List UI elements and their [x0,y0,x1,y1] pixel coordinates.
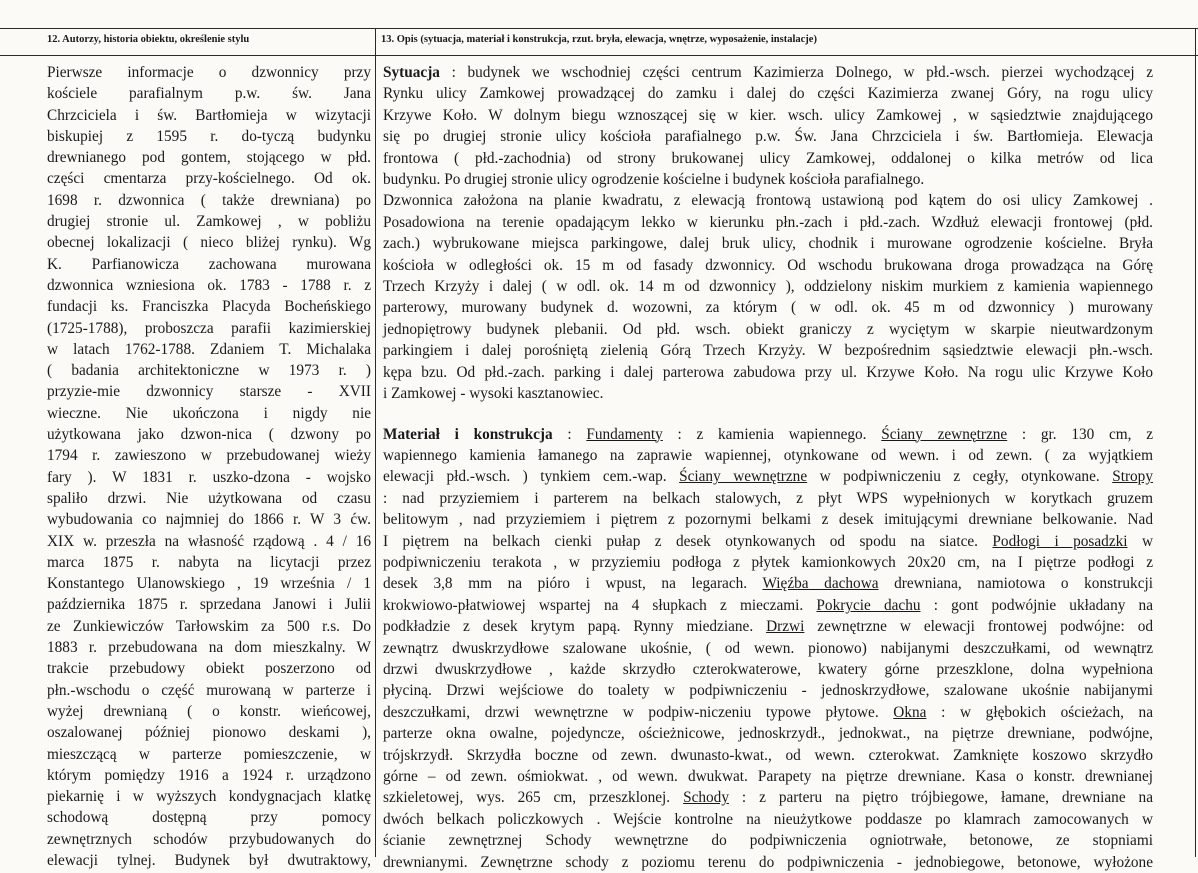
history-line: zewnętrznych schodów przybudowanych do [47,829,371,850]
history-line: wybudowania co najmniej do 1866 r. W 3 ćw. [47,509,371,530]
situation-line: Sytuacja : budynek we wschodniej części centrum Kazimierza Dolnego, w płd.-wsch. pierzei wychodzącej z [383,62,1153,83]
history-line: fary ). W 1831 r. uszko-dzona - wojsko [47,467,371,488]
situation-line: Dzwonnica założona na planie kwadratu, z elewacją frontową ustawioną pod kątem do osi ulicy Zamkowej . [383,190,1153,211]
history-line: Konstantego Ulanowskiego , 19 września / 1 [47,573,371,594]
history-line: (1725-1788), proboszcza parafii kazimierskiej [47,318,371,339]
history-line: 1794 r. zawieszono w przebudowanej wieży [47,445,371,466]
right-border [1195,28,1196,857]
situation-line: się po drugiej stronie ulicy kościoła parafialnego p.w. Św. Jana Chrzciciela i św. Bartłomieja. Elewacja [383,126,1153,147]
header-rule [0,55,1198,56]
situation-line: i Zamkowej - wysoki kasztanowiec. [383,383,1153,404]
history-line: marca 1875 r. nabyta na licytacji przez [47,552,371,573]
situation-line: parterowy, murowany budynek d. wozowni, za którym ( w odl. ok. 45 m od dzwonnicy ) murowany [383,297,1153,318]
history-line: 1883 r. przebudowana na dom mieszkalny. W [47,637,371,658]
history-line: fundacji ks. Franciszka Placyda Bocheńskiego [47,296,371,317]
history-line: października 1875 r. sprzedana Janowi i Julii [47,594,371,615]
section-12-header: 12. Autorzy, historia obiektu, określenie stylu [47,34,249,45]
history-line: drugiej stronie ul. Zamkowej , w pobliżu [47,211,371,232]
history-text [47,62,371,871]
situation-line: budynku. Po drugiej stronie ulicy ogrodzenie kościelne i budynek kościoła parafialnego. [383,169,1153,190]
history-line: 1698 r. dzwonnica ( także drewniana) po [47,190,371,211]
situation-section [383,62,1153,405]
history-line: ( badania architektoniczne w 1973 r. ) [47,360,371,381]
situation-line: zach.) wybrukowane miejsca parkingowe, dalej bruk ulicy, chodnik i murowane ogrodzenie kościelne. Bryła [383,233,1153,254]
history-line: płn.-wschodu o część murowaną w parterze i [47,680,371,701]
history-line: Pierwsze informacje o dzwonnicy przy [47,62,371,83]
material-heading: Materiał i konstrukcja [383,426,553,443]
situation-line: frontowa ( płd.-zachodnia) od strony brukowanej ulicy Zamkowej, oddalonej o kilka metrów od lica [383,148,1153,169]
history-line: biskupiej z 1595 r. do-tyczą budynku [47,126,371,147]
history-line: XIX w. przeszła na własność rządową . 4 / 16 [47,531,371,552]
history-line: elewacji tylnej. Budynek był dwutraktowy, [47,850,371,871]
history-line: dzwonnica wzniesiona ok. 1783 - 1788 r. z [47,275,371,296]
history-line: oszalowanej później pionowo deskami ), [47,722,371,743]
column-divider [375,28,376,857]
history-line: mieszczącą w parterze pomieszczenie, w [47,744,371,765]
description-text [383,62,1153,873]
material-section: Materiał i konstrukcja : Fundamenty : z kamienia wapiennego. Ściany zewnętrzne : gr. 130 cm, z wapiennego kamienia łamanego na zaprawie wapiennej, otynkowane od wewn. i od zewn. ( za wyjątkiem elewacji płd.-wsch. ) tynkiem cem.-wap. Ściany wewnętrzne w podpiwniczeniu z cegły, otynkowane. Stropy : nad przyziemiem i parterem na belkach stalowych, z płyt WPS wypełnionych w korytkach gruzem belitowym , nad przyziemiem i piętrem z pozornymi belkami z desek imitującymi drewniane belkowanie. Nad I piętrem na belkach cienki pułap z desek otynkowanych od spodu na siatce. Podłogi i posadzki w podpiwniczeniu terakota , w przyziemiu podłoga z płytek kamionkowych 20x20 cm, na I piętrze podłogi z desek 3,8 mm na pióro i wpust, na legarach. Więźba dachowa drewniana, namiotowa o konstrukcji krokwiowo-płatwiowej wspartej na 4 słupkach z mieczami. Pokrycie dachu : gont podwójnie układany na podkładzie z desek krytym papą. Rynny miedziane. Drzwi zewnętrzne w elewacji frontowej podwójne: od zewnątrz dwuskrzydłowe szalowane ukośnie, ( od wewn. pionowo) nabijanymi deszczułkami, od wewnątrz drzwi dwuskrzydłowe , każde skrzydło czterokwaterowe, kwatery górne przeszklone, dolna wypełniona płyciną. Drzwi wejściowe do toalety w podpiwniczeniu - jednoskrzydłowe, szalowane ukośnie nabijanymi deszczułkami, drzwi wewnętrzne w podpiw-niczeniu typowe płytowe. Okna : w głębokich ościeżach, na parterze okna owalne, pojedyncze, ościeżnicowe, jednoskrzydł., jednokwat., na piętrze drewniane, podwójne, trójskrzydł. Skrzydła boczne od zewn. dwunasto-kwat., od wewn. czterokwat. Zamknięte koszowo skrzydło górne – od zewn. ośmiokwat. , od wewn. dwukwat. Parapety na piętrze drewniane. Kasa o konstr. drewnianej szkieletowej, wys. 265 cm, przeszklonej. Schody : z parteru na piętro trójbiegowe, łamane, drewniane na dwóch belkach policzkowych . Wejście kontrolne na nieużytkowe poddasze po klamrach zamocowanych w ścianie zewnętrznej Schody wewnętrzne do podpiwniczenia ogniotrwałe, betonowe, ze stopniami drewnianymi. Zewnętrzne schody z poziomu terenu do podpiwniczenia - jednobiegowe, betonowe, wyłożone [383,424,1153,873]
history-line: ze Zunkiewiczów Tarłowskim za 500 r.s. Do [47,616,371,637]
situation-line: Krzywe Koło. W dolnym biegu wznoszącej się w kier. wsch. ulicy Zamkowej , w sąsiedztwie znajdującego [383,105,1153,126]
situation-line: kępa bzu. Od płd.-zach. parking i dalej parterowa zabudowa przy ul. Krzywe Koło. Na rogu ulic Krzywe Koło [383,362,1153,383]
history-line: kościele parafialnym p.w. św. Jana [47,83,371,104]
situation-line: Trzech Krzyży i dalej ( w odl. ok. 14 m od dzwonnicy ), oddzielony niskim murkiem z kamienia wapiennego [383,276,1153,297]
history-line: spaliło drzwi. Nie użytkowana od czasu [47,488,371,509]
section-13-header: 13. Opis (sytuacja, materiał i konstrukcja, rzut. bryła, elewacja, wnętrze, wyposażenie, instalacje) [381,34,817,45]
history-line: drewnianego pod gontem, stojącego w płd. [47,147,371,168]
history-line: schodową dostępną przy pomocy [47,807,371,828]
history-line: w latach 1762-1788. Zdaniem T. Michalaka [47,339,371,360]
history-line: wieczne. Nie ukończona i nigdy nie [47,403,371,424]
situation-line: jednopiętrowy budynek plebanii. Od płd. wsch. obiekt graniczy z wyciętym w skarpie nieutwardzonym [383,319,1153,340]
history-line: K. Parfianowicza zachowana murowana [47,254,371,275]
history-line: którym pomiędzy 1916 a 1924 r. urządzono [47,765,371,786]
history-line: piekarnię i w wyższych kondygnacjach klatkę [47,786,371,807]
history-line: trakcie przebudowy obiekt poszerzono od [47,658,371,679]
situation-heading: Sytuacja [383,64,440,81]
situation-line: Posadowiona na terenie opadającym lekko w kierunku płn.-zach i płd.-zach. Wzdłuż elewacji frontowej (płd. [383,212,1153,233]
situation-line: kościoła w odległości ok. 15 m od fasady dzwonnicy. Od wschodu brukowana droga prowadząca na Górę [383,255,1153,276]
situation-line: parkingiem i dalej porośniętą zielenią Górą Trzech Krzyży. W bezpośrednim sąsiedztwie elewacji płn.-wsch. [383,340,1153,361]
history-line: przyzie-mie dzwonnicy starsze - XVII [47,381,371,402]
history-line: wyżej drewnianą ( o konstr. wieńcowej, [47,701,371,722]
history-line: części cmentarza przy-kościelnego. Od ok. [47,168,371,189]
top-rule [0,28,1198,29]
situation-line: Rynku ulicy Zamkowej prowadzącej do zamku i dalej do części Kazimierza zwanej Góry, na rogu ulicy [383,83,1153,104]
history-line: obecnej lokalizacji ( nieco bliżej rynku). Wg [47,232,371,253]
history-line: użytkowana jako dzwon-nica ( dzwony po [47,424,371,445]
history-line: Chrzciciela i św. Bartłomieja w wizytacji [47,105,371,126]
